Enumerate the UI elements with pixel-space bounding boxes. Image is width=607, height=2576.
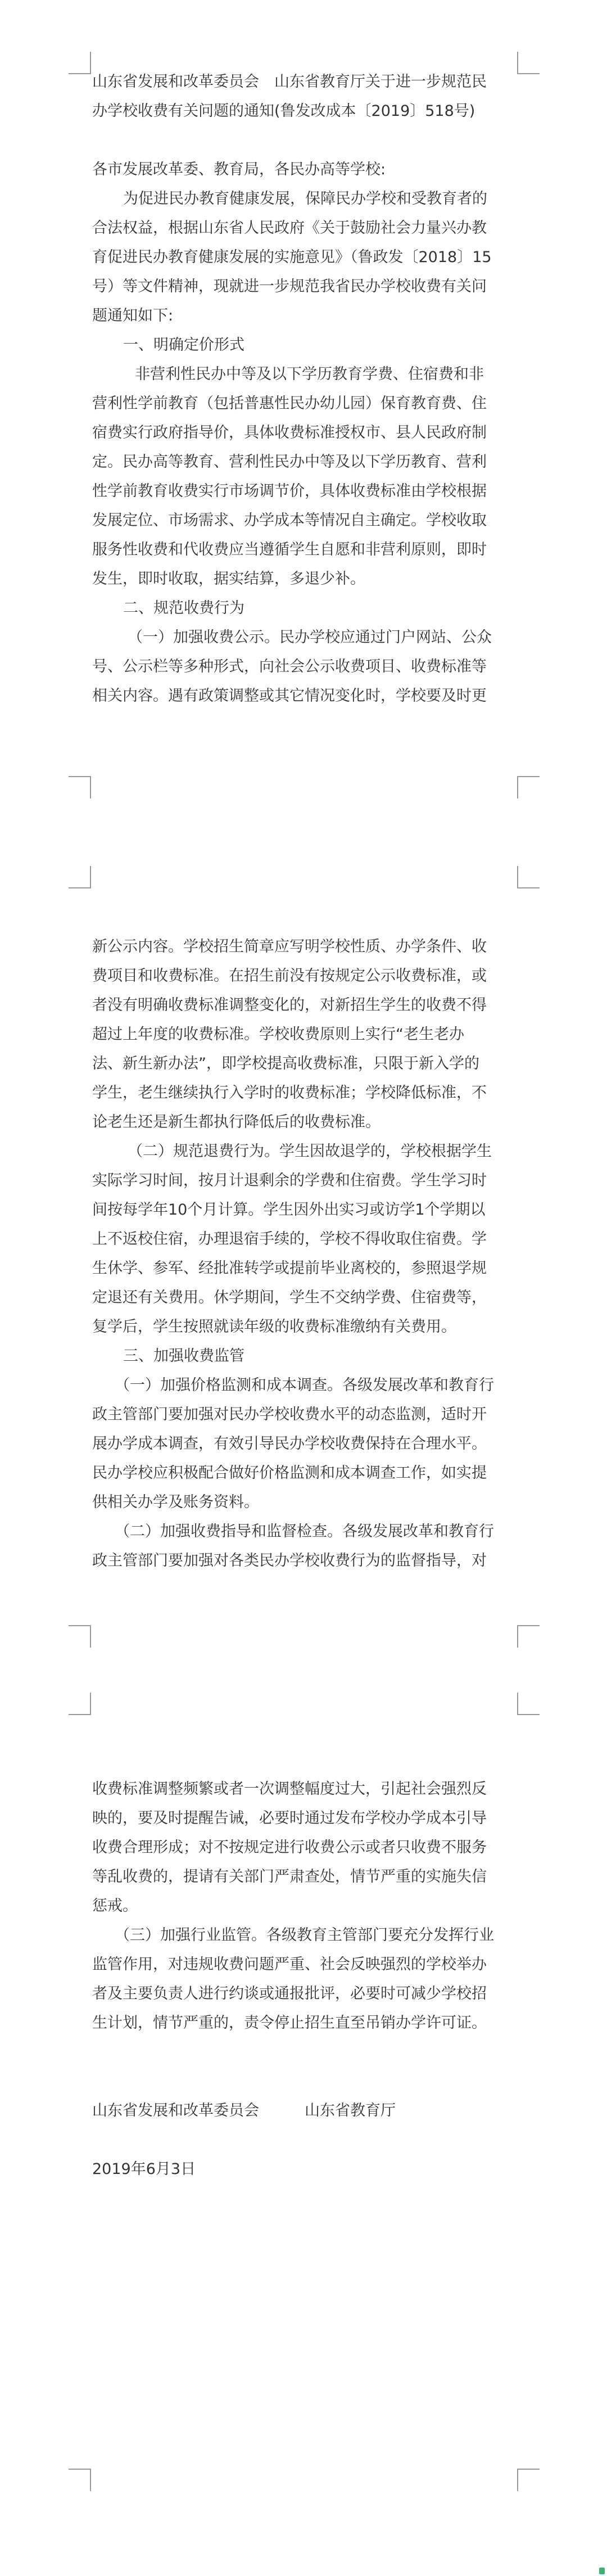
section-1-line: 定。民办高等教育、营利性民办中等及以下学历教育、营利 xyxy=(92,453,487,471)
section-3-paragraph-1-line: 民办学校应积极配合做好价格监测和成本调查工作，如实提 xyxy=(92,1464,487,1482)
document-title-line-2: 办学校收费有关问题的通知(鲁发改成本〔2019〕518号) xyxy=(92,102,475,120)
section-2-paragraph-2-line: 间按每学年10个月计算。学生因外出实习或访学1个学期以 xyxy=(92,1201,486,1219)
section-1-line: 性学前教育收费实行市场调节价，具体收费标准由学校根据 xyxy=(92,482,487,500)
crop-mark-top-right xyxy=(517,1693,540,1715)
section-1-line: 非营利性民办中等及以下学历教育学费、住宿费和非 xyxy=(135,366,484,383)
signature: 山东省发展和改革委员会 山东省教育厅 xyxy=(92,2102,396,2119)
page-2 xyxy=(0,810,607,1670)
section-1-line: 发展定位、市场需求、办学成本等情况自主确定。学校收取 xyxy=(92,512,487,529)
intro-line: 号）等文件精神，现就进一步规范我省民办学校收费有关问 xyxy=(92,278,487,295)
intro-line: 合法权益，根据山东省人民政府《关于鼓励社会力量兴办教 xyxy=(92,219,487,237)
section-2-paragraph-2-line: （二）规范退费行为。学生因故退学的，学校根据学生 xyxy=(128,1143,492,1160)
section-2-paragraph-2-line: 上不返校住宿，办理退宿手续的，学校不得收取住宿费。学 xyxy=(92,1230,487,1248)
intro-line: 为促进民办教育健康发展，保障民办学校和受教育者的 xyxy=(123,190,487,207)
section-2-paragraph-2-line: 定退还有关费用。休学期间，学生不交纳学费、住宿费等， xyxy=(92,1289,487,1306)
crop-mark-bottom-left xyxy=(69,776,91,798)
document-date: 2019年6月3日 xyxy=(92,2160,196,2178)
page-1-body xyxy=(92,67,518,711)
section-3-paragraph-3-line: （三）加强行业监管。各级教育主管部门要充分发挥行业 xyxy=(115,1927,494,1944)
section-3-paragraph-2-line: （二）加强收费指导和监督检查。各级发展改革和教育行 xyxy=(115,1523,494,1540)
section-3-paragraph-1-line: 展办学成本调查，有效引导民办学校收费保持在合理水平。 xyxy=(92,1435,487,1452)
crop-mark-top-right xyxy=(517,52,540,74)
section-2-paragraph-1-line: 号、公示栏等多种形式，向社会公示收费项目、收费标准等 xyxy=(92,658,487,675)
section-3-paragraph-1-line: 政主管部门要加强对民办学校收费水平的动态监测，适时开 xyxy=(92,1406,487,1423)
section-3-paragraph-1-line: 供相关办学及账务资料。 xyxy=(92,1494,259,1511)
section-3-heading: 三、加强收费监管 xyxy=(123,1347,244,1365)
section-2-paragraph-1-line: 超过上年度的收费标准。学校收费原则上实行“老生老办 xyxy=(92,1026,464,1043)
section-2-paragraph-1-line: 新公示内容。学校招生简章应写明学校性质、办学条件、收 xyxy=(92,938,487,955)
intro-line: 题通知如下: xyxy=(92,307,174,324)
section-2-paragraph-1-line: （一）加强收费公示。民办学校应通过门户网站、公众 xyxy=(128,629,492,646)
section-3-paragraph-2-line: 收费合理形成；对不按规定进行收费公示或者只收费不服务 xyxy=(92,1839,487,1856)
section-2-paragraph-1-line: 者没有明确收费标准调整变化的，对新招生学生的收费不得 xyxy=(92,996,487,1014)
crop-mark-top-right xyxy=(517,866,540,888)
section-2-paragraph-1-line: 法、新生新办法”，即学校提高收费标准，只限于新入学的 xyxy=(92,1055,479,1072)
page-3-body xyxy=(92,1775,518,2184)
crop-mark-top-left xyxy=(69,52,91,74)
section-2-paragraph-2-line: 实际学习时间，按月计退剩余的学费和住宿费。学生学习时 xyxy=(92,1172,487,1189)
page-2-body xyxy=(92,932,518,1576)
section-2-paragraph-2-line: 复学后，学生按照就读年级的收费标准缴纳有关费用。 xyxy=(92,1318,456,1336)
crop-mark-bottom-left xyxy=(69,2469,91,2491)
section-3-paragraph-2-line: 映的，要及时提醒告诫，必要时通过发布学校办学成本引导 xyxy=(92,1810,487,1827)
section-3-paragraph-3-line: 者及主要负责人进行约谈或通报批评，必要时可减少学校招 xyxy=(92,1985,487,2002)
section-3-paragraph-2-line: 惩戒。 xyxy=(92,1897,138,1915)
crop-mark-bottom-right xyxy=(517,1625,540,1648)
section-2-paragraph-1-line: 论老生还是新生都执行降低后的收费标准。 xyxy=(92,1113,380,1131)
section-2-paragraph-1-line: 学生，老生继续执行入学时的收费标准；学校降低标准，不 xyxy=(92,1084,487,1102)
section-1-line: 发生，即时收取，据实结算，多退少补。 xyxy=(92,570,365,588)
section-3-paragraph-2-line: 政主管部门要加强对各类民办学校收费行为的监督指导，对 xyxy=(92,1552,487,1569)
crop-mark-bottom-left xyxy=(69,1625,91,1648)
scroll-position-indicator xyxy=(599,2568,605,2574)
section-2-heading: 二、规范收费行为 xyxy=(123,599,244,617)
section-3-paragraph-1-line: （一）加强价格监测和成本调查。各级发展改革和教育行 xyxy=(115,1377,494,1394)
crop-mark-bottom-right xyxy=(517,776,540,798)
section-1-heading: 一、明确定价形式 xyxy=(123,336,244,354)
section-1-line: 宿费实行政府指导价，具体收费标准授权市、县人民政府制 xyxy=(92,424,487,441)
section-3-paragraph-3-line: 监管作用，对违规收费问题严重、社会反映强烈的学校举办 xyxy=(92,1956,487,1973)
section-2-paragraph-1-line: 相关内容。遇有政策调整或其它情况变化时，学校要及时更 xyxy=(92,687,487,705)
section-2-paragraph-1-line: 费项目和收费标准。在招生前没有按规定公示收费标准，或 xyxy=(92,967,487,985)
section-1-line: 服务性收费和代收费应当遵循学生自愿和非营利原则，即时 xyxy=(92,541,487,558)
section-1-line: 营利性学前教育（包括普惠性民办幼儿园）保育教育费、住 xyxy=(92,395,487,412)
section-3-paragraph-2-line: 等乱收费的，提请有关部门严肃查处，情节严重的实施失信 xyxy=(92,1868,487,1885)
crop-mark-top-left xyxy=(69,866,91,888)
document-title-line-1: 山东省发展和改革委员会 山东省教育厅关于进一步规范民 xyxy=(92,73,487,91)
page-3 xyxy=(0,1670,607,2576)
section-3-paragraph-2-line: 收费标准调整频繁或者一次调整幅度过大，引起社会强烈反 xyxy=(92,1780,487,1798)
crop-mark-bottom-right xyxy=(517,2469,540,2491)
page-1 xyxy=(0,0,607,810)
crop-mark-top-left xyxy=(69,1693,91,1715)
section-2-paragraph-2-line: 生休学、参军、经批准转学或提前毕业离校的，参照退学规 xyxy=(92,1260,487,1277)
salutation: 各市发展改革委、教育局，各民办高等学校: xyxy=(92,161,386,178)
section-3-paragraph-3-line: 生计划，情节严重的，责令停止招生直至吊销办学许可证。 xyxy=(92,2014,487,2032)
intro-line: 育促进民办教育健康发展的实施意见》（鲁政发〔2018〕15 xyxy=(92,249,492,266)
